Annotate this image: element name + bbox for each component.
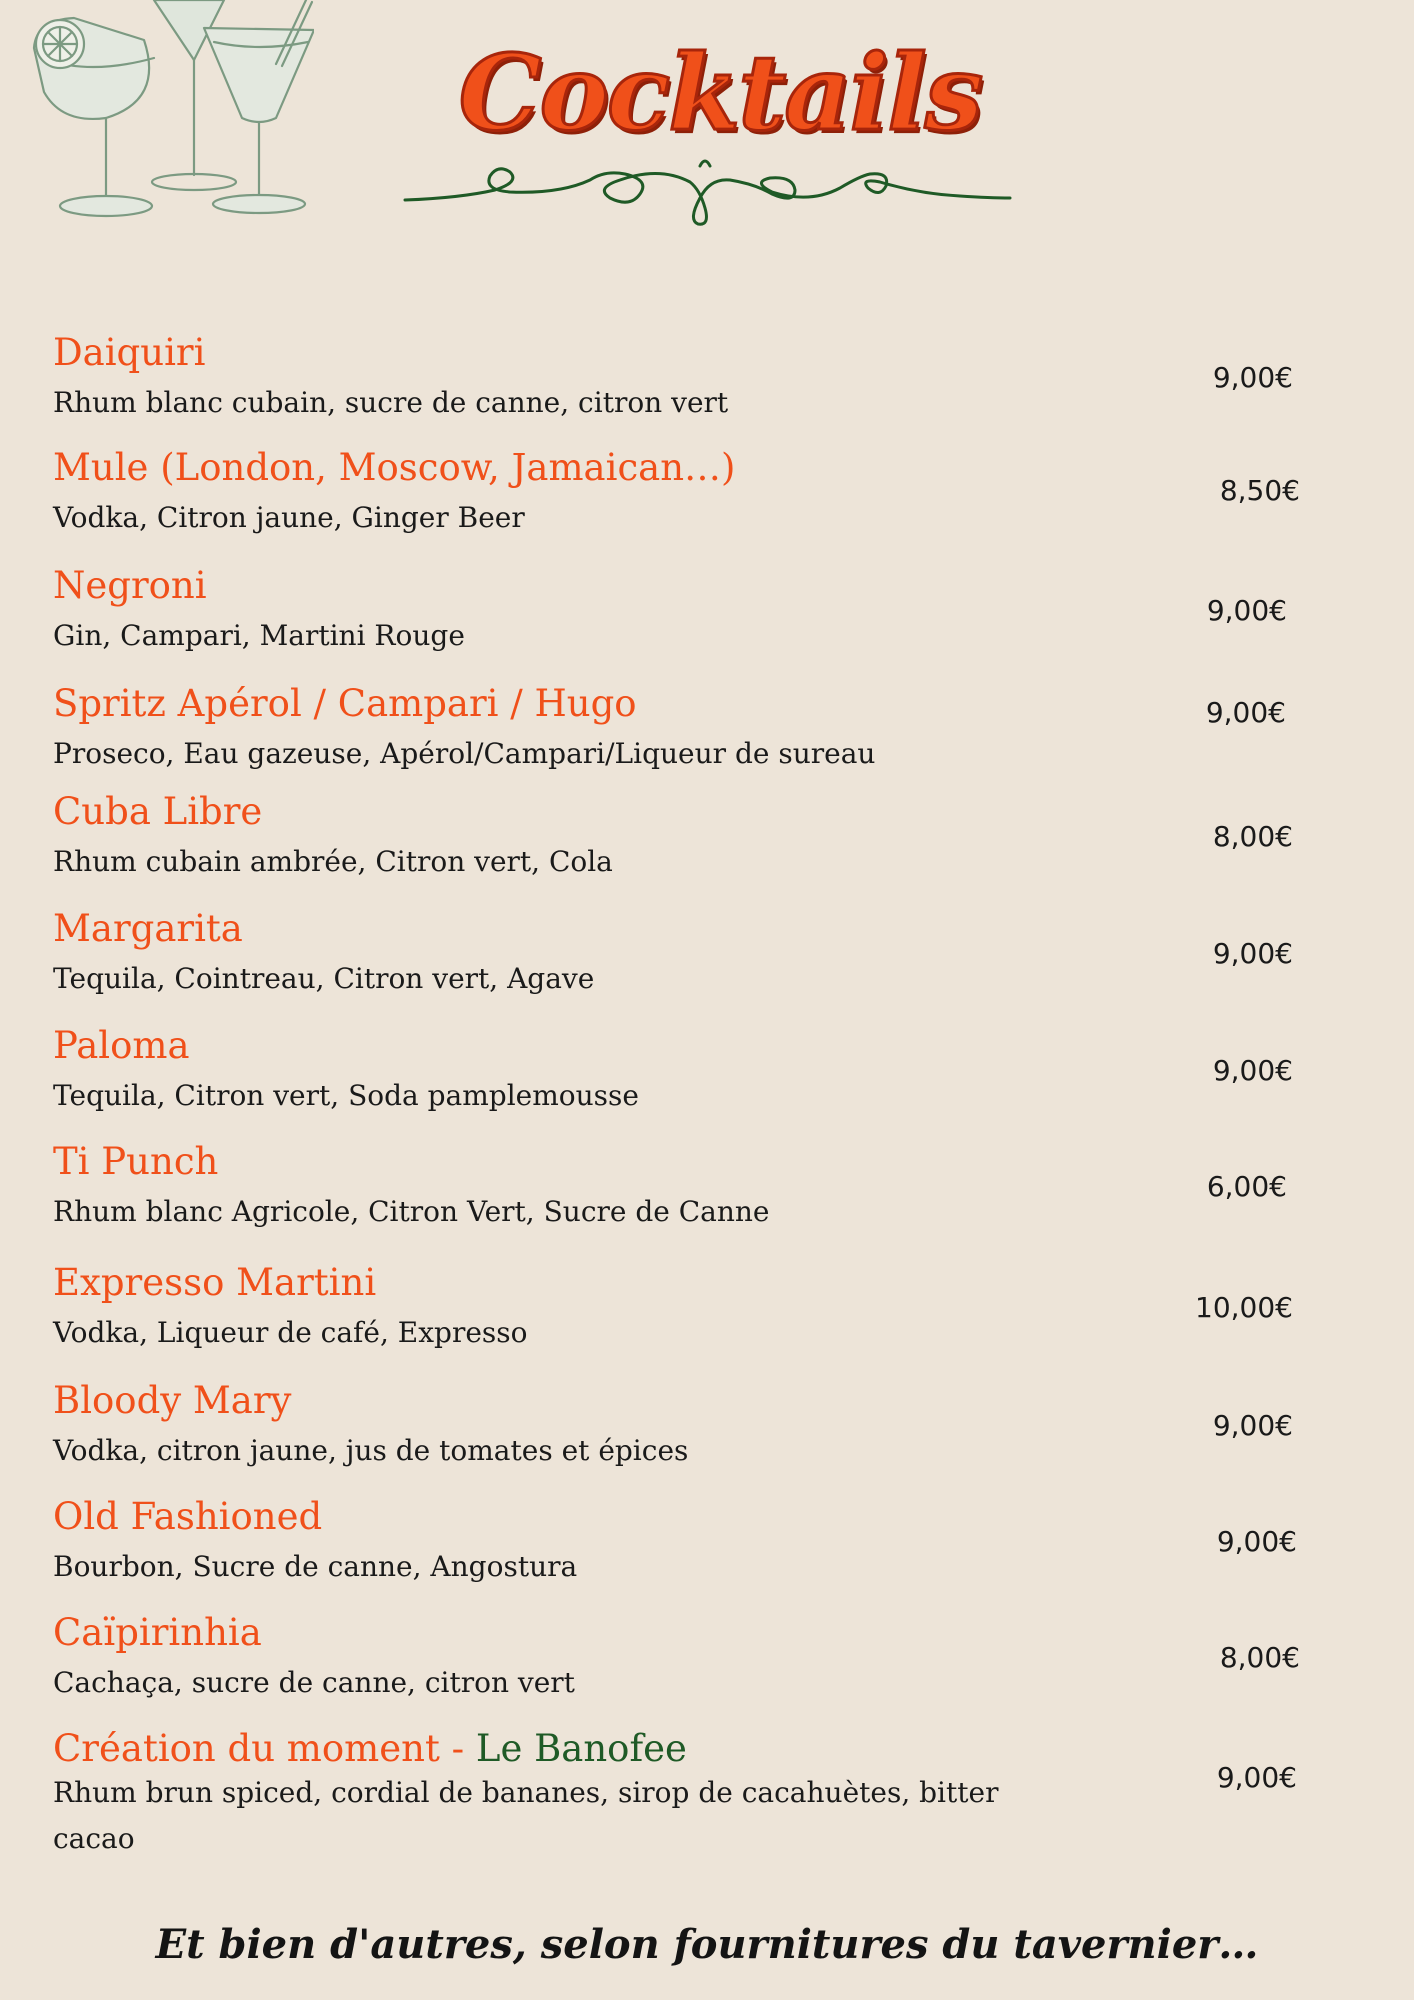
item-description: Rhum brun spiced, cordial de bananes, sirop de cacahuètes, bitter cacao <box>53 1776 999 1855</box>
item-name: Cuba Libre <box>53 790 263 833</box>
item-name: Expresso Martini <box>53 1261 377 1304</box>
item-price: 6,00€ <box>1206 1170 1287 1203</box>
item-name: Bloody Mary <box>53 1379 292 1422</box>
item-name: Mule (London, Moscow, Jamaican…) <box>53 446 736 489</box>
item-name: Old Fashioned <box>53 1495 323 1538</box>
item-description: Vodka, Liqueur de café, Expresso <box>53 1316 528 1349</box>
item-description: Rhum cubain ambrée, Citron vert, Cola <box>53 845 613 878</box>
page-title: Cocktails <box>458 31 982 154</box>
item-price: 9,00€ <box>1216 1761 1297 1794</box>
item-name <box>53 1726 687 1772</box>
item-description: Gin, Campari, Martini Rouge <box>53 619 465 652</box>
item-name: Negroni <box>53 564 207 607</box>
item-price: 9,00€ <box>1212 937 1293 970</box>
item-price: 10,00€ <box>1195 1291 1293 1324</box>
item-description: Rhum blanc cubain, sucre de canne, citron vert <box>53 386 729 419</box>
item-name-prefix: Création du moment - <box>53 1727 476 1770</box>
item-price: 9,00€ <box>1212 1409 1293 1442</box>
footer-note: Et bien d'autres, selon fournitures du tavernier… <box>155 1921 1259 1968</box>
item-description: Vodka, Citron jaune, Ginger Beer <box>53 501 525 534</box>
item-name: Paloma <box>53 1024 190 1067</box>
item-description: Tequila, Cointreau, Citron vert, Agave <box>53 962 595 995</box>
item-price: 8,00€ <box>1219 1641 1300 1674</box>
item-price: 9,00€ <box>1206 594 1287 627</box>
swirl-flourish-divider-icon <box>400 148 1015 228</box>
item-description: Rhum blanc Agricole, Citron Vert, Sucre de Canne <box>53 1195 770 1228</box>
item-price: 9,00€ <box>1212 1054 1293 1087</box>
item-description: Bourbon, Sucre de canne, Angostura <box>53 1550 578 1583</box>
item-price: 9,00€ <box>1205 696 1286 729</box>
cocktail-glasses-illustration-icon <box>14 0 314 235</box>
item-name: Spritz Apérol / Campari / Hugo <box>53 682 637 725</box>
item-description: Cachaça, sucre de canne, citron vert <box>53 1666 575 1699</box>
item-description: Tequila, Citron vert, Soda pamplemousse <box>53 1079 639 1112</box>
item-price: 8,00€ <box>1212 820 1293 853</box>
item-name: Ti Punch <box>53 1140 219 1183</box>
item-name: Margarita <box>53 907 243 950</box>
item-description: Vodka, citron jaune, jus de tomates et épices <box>53 1434 689 1467</box>
item-name-accent: Le Banofee <box>475 1727 687 1770</box>
item-price: 9,00€ <box>1212 361 1293 394</box>
item-description: Proseco, Eau gazeuse, Apérol/Campari/Liqueur de sureau <box>53 737 876 770</box>
item-name: Caïpirinhia <box>53 1611 262 1654</box>
item-name: Daiquiri <box>53 331 206 374</box>
item-price: 9,00€ <box>1216 1525 1297 1558</box>
item-price: 8,50€ <box>1219 474 1300 507</box>
